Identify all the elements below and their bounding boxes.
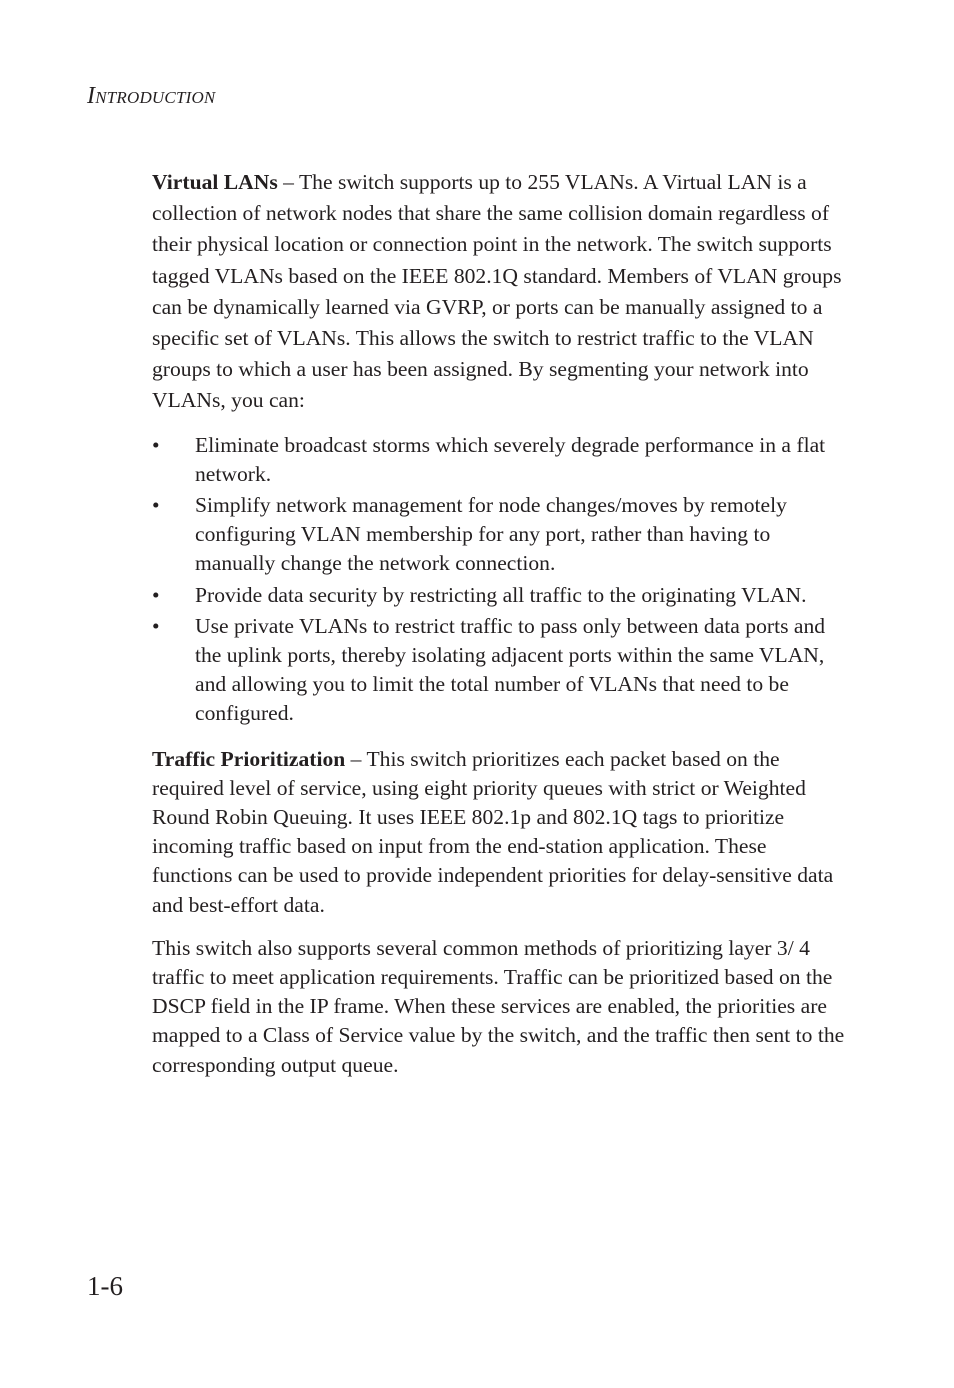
- list-item: [152, 612, 852, 729]
- list-item: [152, 581, 852, 610]
- vlan-term: Virtual LANs: [152, 170, 278, 194]
- layer3-4-paragraph: This switch also supports several common methods of prioritizing layer 3/ 4 traffic to meet application requirements. Traffic can be prioritized based on the DSCP field in the IP frame. When these services are enabled, the priorities are mapped to a Class of Service value by the switch, and the traffic then sent to the corresponding output queue.: [152, 935, 845, 1077]
- bullet-icon: •: [152, 613, 160, 638]
- bullet-icon: •: [152, 582, 160, 607]
- vlan-paragraph: [152, 167, 852, 417]
- bullet-icon: •: [152, 493, 160, 518]
- list-item-text: Eliminate broadcast storms which severely degrade performance in a flat network.: [195, 432, 826, 486]
- list-item-text: Simplify network management for node changes/moves by remotely configuring VLAN membership for any port, rather than having to manually change the network connection.: [195, 493, 787, 576]
- vlan-benefits-list: [152, 431, 852, 729]
- page-number: 1-6: [87, 1271, 123, 1301]
- running-header: Introduction: [87, 83, 216, 109]
- traffic-prioritization-term: Traffic Prioritization: [152, 746, 346, 771]
- traffic-prioritization-paragraph: [152, 745, 852, 920]
- traffic-prioritization-description: – This switch prioritizes each packet based on the required level of service, using eight priority queues with strict or Weighted Round Robin Queuing. It uses IEEE 802.1p and 802.1Q tags to prioritize incoming traffic based on input from the end-station application. These functions can be used to provide independent priorities for delay-sensitive data and best-effort data.: [152, 746, 834, 917]
- vlan-description: – The switch supports up to 255 VLANs. A Virtual LAN is a collection of network nodes that share the same collision domain regardless of their physical location or connection point in the network. The switch supports tagged VLANs based on the IEEE 802.1Q standard. Members of VLAN groups can be dynamically learned via GVRP, or ports can be manually assigned to a specific set of VLANs. This allows the switch to restrict traffic to the VLAN groups to which a user has been assigned. By segmenting your network into VLANs, you can:: [152, 170, 842, 413]
- list-item: [152, 491, 852, 579]
- page-body: [152, 167, 852, 1094]
- list-item-text: Provide data security by restricting all traffic to the originating VLAN.: [195, 582, 807, 607]
- bullet-icon: •: [152, 432, 160, 457]
- list-item: [152, 431, 852, 489]
- list-item-text: Use private VLANs to restrict traffic to pass only between data ports and the uplink ports, thereby isolating adjacent ports within the same VLAN, and allowing you to limit the total number of VLANs that need to be configured.: [195, 613, 826, 726]
